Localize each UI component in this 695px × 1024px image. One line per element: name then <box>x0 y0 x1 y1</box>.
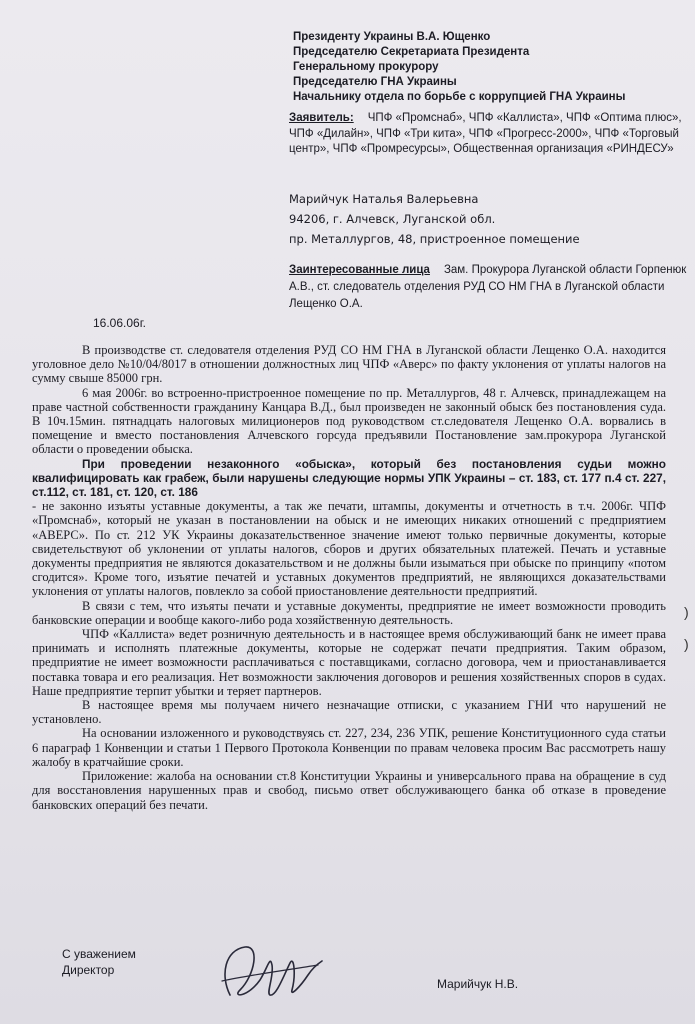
addressee-line: Председателю Секретариата Президента <box>293 46 530 58</box>
addressee-line: Президенту Украины В.А. Ющенко <box>293 31 491 43</box>
body-paragraph: 6 мая 2006г. во встроенно-пристроенное помещение по пр. Металлургов, 48 г. Алчевск, принадлежащем на праве частной собственности гражданину Канцара В.Д., был произведен не законный обыск без постановления суда. В 10ч.15мин. пятнадцать налоговых милиционеров под руководством ст.следователя Лещенко О.А. ворвались в помещение и вместо постановления Алчевского горсуда предъявили Постановление зам.прокурора Луганской области о проведении обыска. <box>32 385 666 457</box>
document-date: 16.06.06г. <box>93 316 146 330</box>
addressee-line: Генеральному прокурору <box>293 61 439 73</box>
applicant-label: Заявитель: <box>289 112 354 124</box>
body-paragraph: В настоящее время мы получаем ничего незначащие отписки, с указанием ГНИ что нарушений не установлено. <box>32 698 666 727</box>
complaint-body <box>32 343 666 812</box>
body-paragraph-bold: При проведении незаконного «обыска», который без постановления судьи можно квалифицировать как грабеж, были нарушены следующие нормы УПК Украины – ст. 183, ст. 177 п.4 ст. 227, ст.112, ст. 181, ст. 120, ст. 186 <box>32 456 666 500</box>
applicant-name: Марийчук Наталья Валерьевна <box>289 192 479 206</box>
interested-label: Заинтересованные лица <box>289 264 430 276</box>
body-paragraph: В связи с тем, что изъяты печати и уставные документы, предприятие не имеет возможности проводить банковские операции и вообще какого-либо рода хозяйственную деятельность. <box>32 598 666 627</box>
handwritten-signature <box>200 935 340 1015</box>
applicant-address-line: 94206, г. Алчевск, Луганской обл. <box>289 212 496 226</box>
signer-name: Марийчук Н.В. <box>437 977 519 991</box>
body-paragraph: В производстве ст. следователя отделения РУД СО НМ ГНА в Луганской области Лещенко О.А. находится уголовное дело №10/04/8017 в отношении должностных лиц ЧПФ «Аверс» по факту уклонения от уплаты налогов на сумму свыше 85000 грн. <box>32 343 666 386</box>
interested-text: Зам. Прокурора Луганской области Горпенюк А.В., ст. следователь отделения РУД СО НМ ГНА в Луганской области Лещенко О.А. <box>289 264 687 310</box>
body-paragraph: На основании изложенного и руководствуясь ст. 227, 234, 236 УПК, решение Конституционного суда статьи 6 параграф 1 Конвенции и статьи 1 Первого Протокола Конвенции по правам человека просим Вас рассмотреть нашу жалобу в кратчайшие сроки. <box>32 726 666 769</box>
closing-regards: С уважением <box>62 947 136 961</box>
closing-block <box>62 946 136 978</box>
margin-mark: ) <box>684 604 689 620</box>
applicant-address-line: пр. Металлургов, 48, пристроенное помещение <box>289 232 580 246</box>
body-paragraph: - не законно изъяты уставные документы, а так же печати, штампы, документы и отчетность в т.ч. 2006г. ЧПФ «Промснаб», который не указан в постановлении на обыск и не имеющих никаких отношений с предприятием «АВЕРС». По ст. 212 УК Украины доказательственное значение имеют только первичные документы, которые свидетельствуют об уклонении от уплаты налогов, сборов и других обязательных платежей. Печать и уставные документы предприятия не являются доказательством и не должны были изыматься при обыске по принципу «потом сгодится». Кроме того, изъятие печатей и уставных документов предприятий, не являющихся доказательствами уклонения от уплаты налогов, повлекло за собой приостановление деятельности предприятий. <box>32 499 666 599</box>
applicant-contact <box>289 189 689 249</box>
addressee-line: Председателю ГНА Украины <box>293 76 457 88</box>
applicant-block <box>289 111 689 158</box>
closing-position: Директор <box>62 963 115 977</box>
body-paragraph: ЧПФ «Каллиста» ведет розничную деятельность и в настоящее время обслуживающий банк не имеет права принимать и исполнять платежные документы, которые не содержат печати предприятия. Таким образом, предприятие не имеет возможности расплачиваться с поставщиками, согласно договора, чем и приостанавливается поставка товара и его реализация. Нет возможности заключения договоров и решения хозяйственных споров в судах. Наше предприятие терпит убытки и теряет партнеров. <box>32 627 666 698</box>
body-paragraph: Приложение: жалоба на основании ст.8 Конституции Украины и универсального права на обращение в суд для восстановления нарушенных прав и свобод, письмо ответ обслуживающего банка об отказе в проведение банковских операций без печати. <box>32 769 666 812</box>
applicant-orgs: ЧПФ «Промснаб», ЧПФ «Каллиста», ЧПФ «Оптима плюс», ЧПФ «Дилайн», ЧПФ «Три кита», ЧПФ «Прогресс-2000», ЧПФ «Торговый центр», ЧПФ «Промресурсы», Общественная организация «РИНДЕСУ» <box>289 112 682 155</box>
addressee-block <box>293 30 688 105</box>
interested-block <box>289 262 689 313</box>
addressee-line: Начальнику отдела по борьбе с коррупцией ГНА Украины <box>293 91 626 103</box>
margin-mark: ) <box>684 636 689 652</box>
